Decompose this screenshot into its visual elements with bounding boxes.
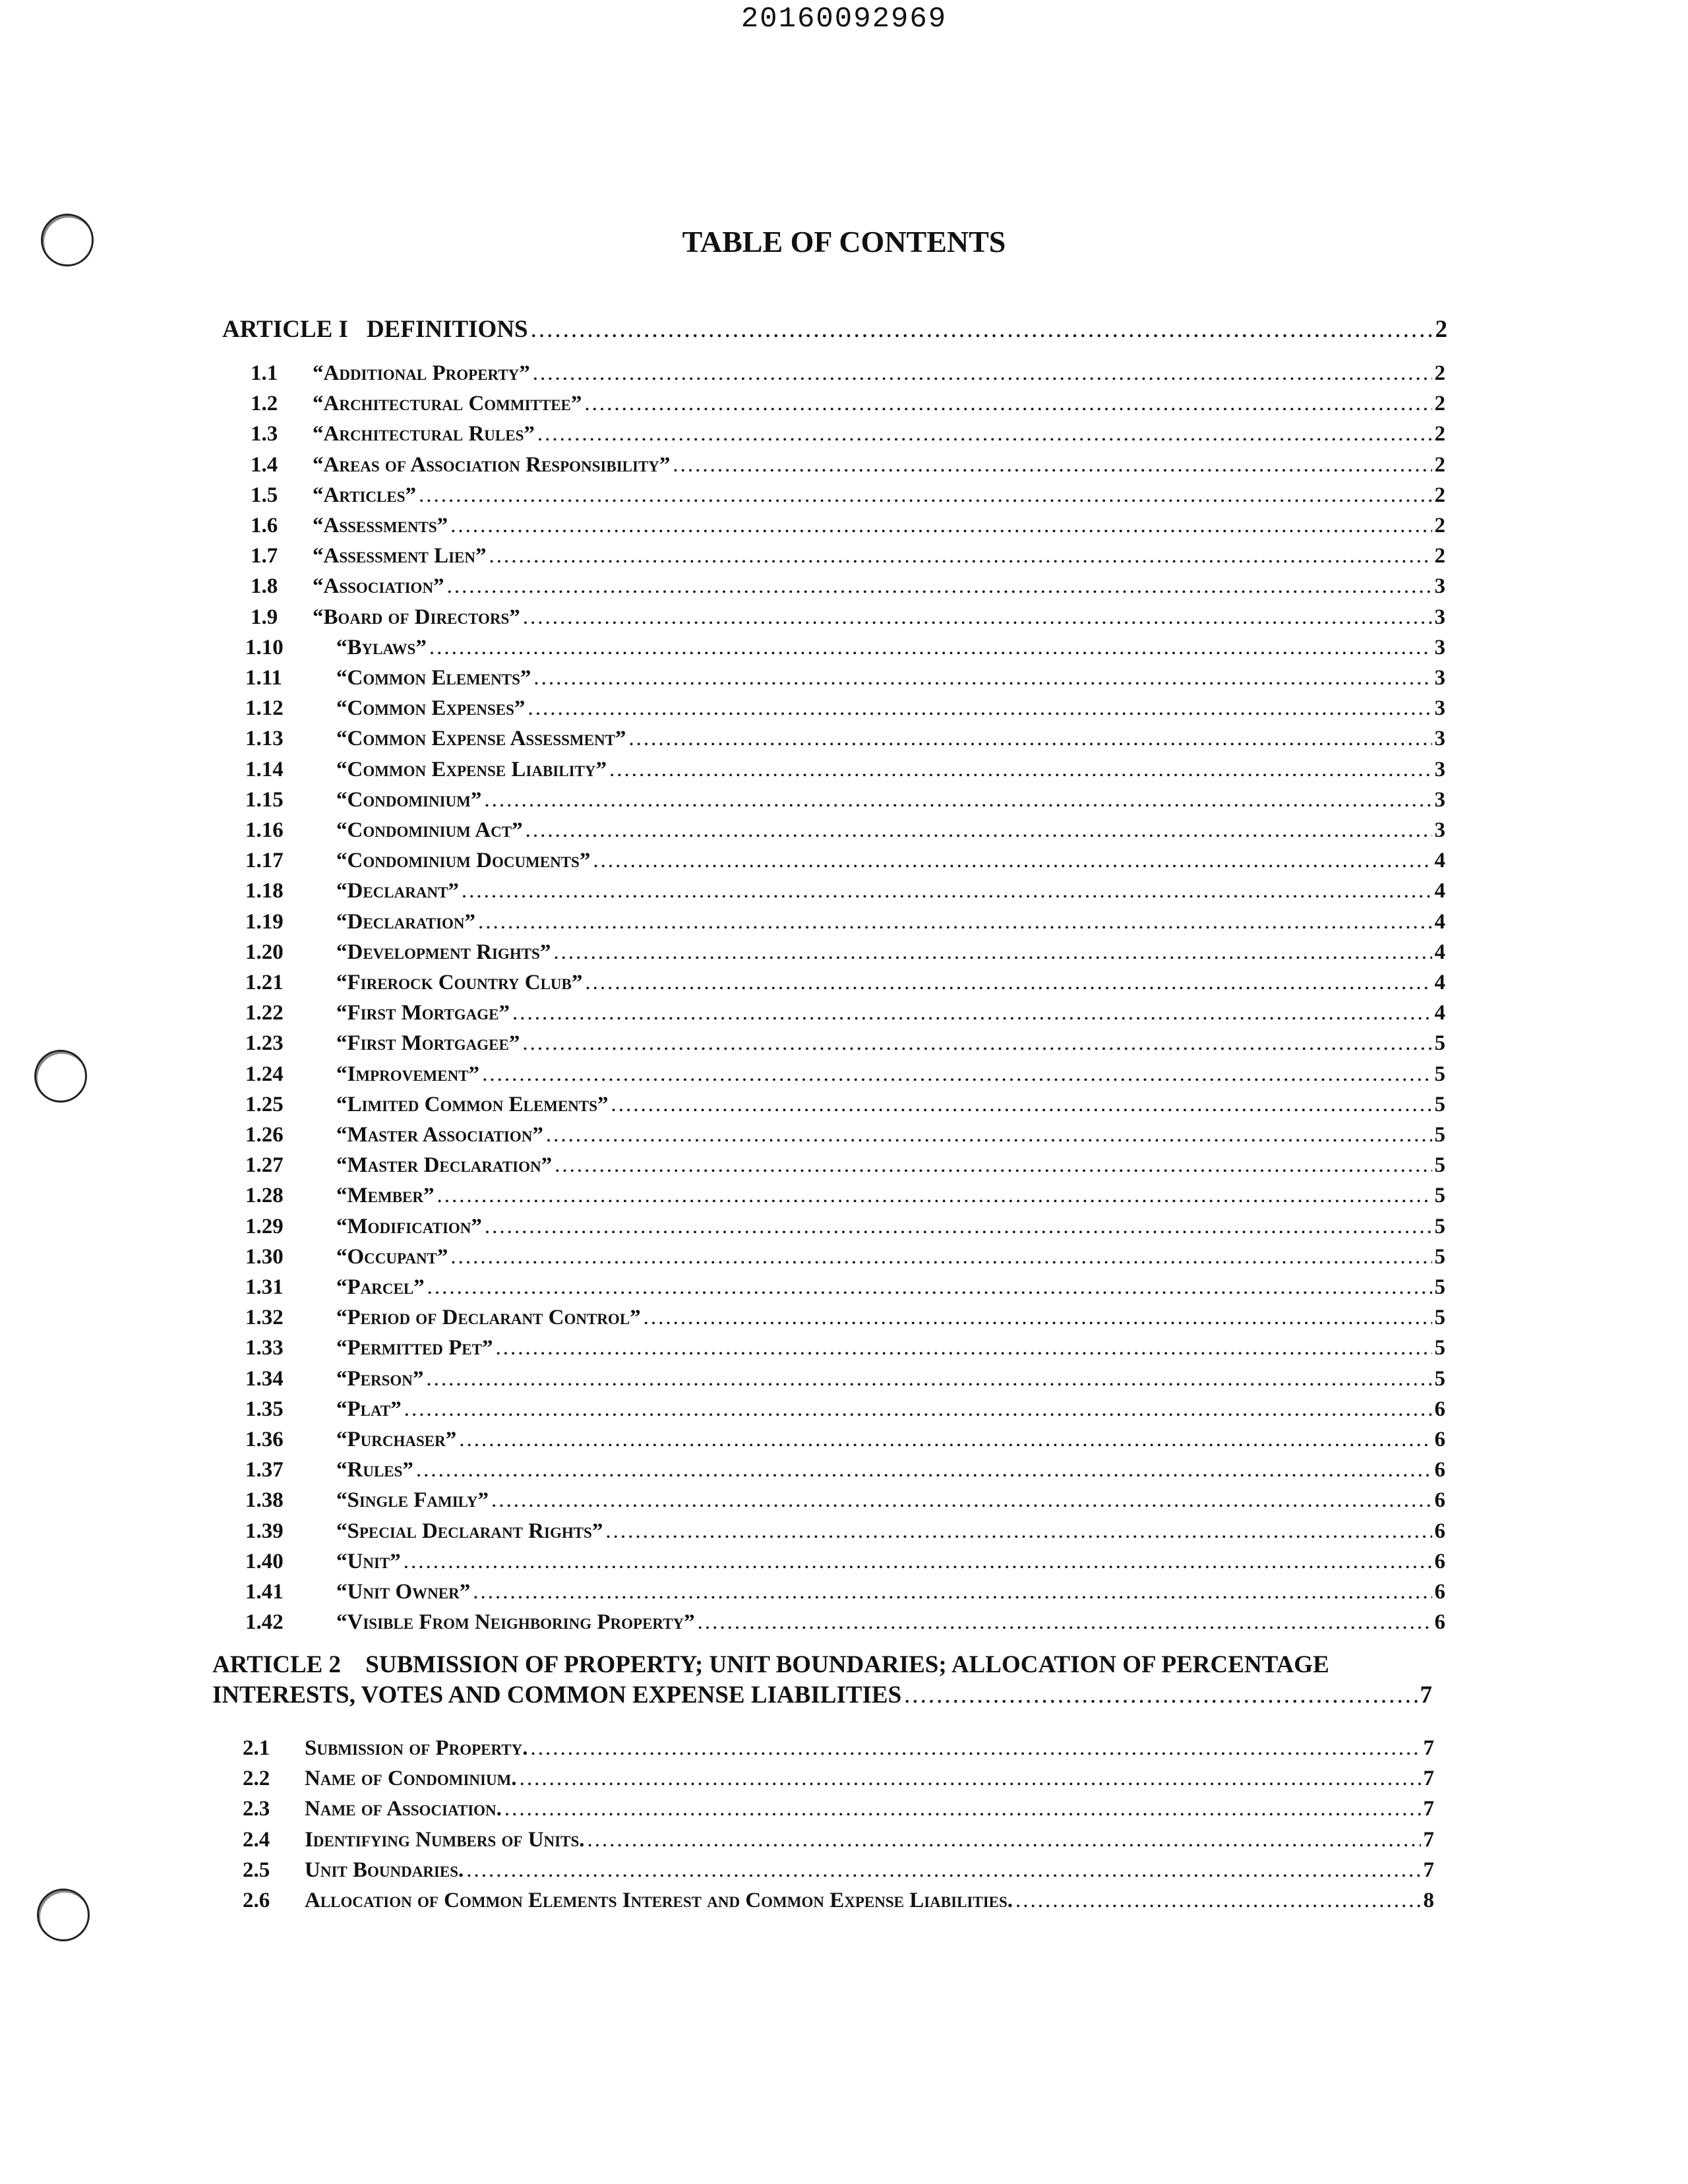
section-number: 1.30 (245, 1244, 284, 1269)
dot-leader (522, 1031, 1432, 1056)
section-title: Submission of Property. (305, 1736, 528, 1760)
section-title: “Rules” (336, 1458, 413, 1482)
toc-section-1-9[interactable] (251, 605, 1445, 630)
toc-section-1-16[interactable] (245, 818, 1445, 843)
section-number: 1.41 (245, 1580, 284, 1604)
toc-section-1-24[interactable] (245, 1062, 1445, 1087)
section-number: 1.31 (245, 1275, 284, 1299)
article-title-line1: SUBMISSION OF PROPERTY; UNIT BOUNDARIES; ALLOCATION OF PERCENTAGE (365, 1651, 1329, 1678)
toc-section-1-41[interactable] (245, 1580, 1445, 1604)
toc-section-1-19[interactable] (245, 910, 1445, 934)
binder-hole-bottom (37, 1889, 90, 1941)
section-title: “Bylaws” (336, 635, 427, 659)
section-title: “Parcel” (336, 1275, 425, 1299)
page-number: 2 (1434, 361, 1445, 385)
toc-section-1-31[interactable] (245, 1275, 1445, 1300)
toc-section-1-7[interactable] (251, 544, 1445, 568)
page-number: 6 (1434, 1488, 1445, 1513)
toc-section-1-34[interactable] (245, 1367, 1445, 1391)
dot-leader (531, 1736, 1421, 1761)
toc-section-1-40[interactable] (245, 1550, 1445, 1574)
section-number: 1.17 (245, 849, 284, 873)
page-number: 2 (1434, 514, 1445, 537)
toc-section-1-33[interactable] (245, 1336, 1445, 1360)
page-number: 6 (1434, 1458, 1445, 1482)
dot-leader (429, 636, 1432, 660)
dot-leader (531, 315, 1433, 344)
page-number: 7 (1423, 1858, 1434, 1882)
section-title: “Improvement” (336, 1062, 480, 1086)
dot-leader (404, 1397, 1432, 1422)
dot-leader (504, 1797, 1421, 1821)
section-number: 2.4 (243, 1827, 270, 1852)
section-title: “Unit Owner” (336, 1580, 471, 1604)
dot-leader (459, 1428, 1432, 1452)
page-number: 3 (1434, 818, 1445, 842)
toc-section-2-2[interactable] (243, 1767, 1434, 1791)
section-title: “Permitted Pet” (336, 1336, 493, 1360)
dot-leader (437, 1184, 1432, 1208)
toc-section-1-23[interactable] (245, 1031, 1445, 1056)
toc-section-2-1[interactable] (243, 1736, 1434, 1761)
dot-leader (537, 422, 1432, 446)
dot-leader (584, 392, 1432, 416)
section-number: 1.1 (251, 361, 278, 385)
dot-leader (450, 514, 1432, 538)
toc-section-2-5[interactable] (243, 1858, 1434, 1883)
toc-section-1-37[interactable] (245, 1458, 1445, 1482)
page-number: 2 (1435, 316, 1447, 343)
page-number: 4 (1434, 909, 1445, 934)
section-number: 1.25 (245, 1092, 284, 1116)
dot-leader (484, 788, 1432, 812)
toc-section-1-29[interactable] (245, 1215, 1445, 1239)
section-title: “Association” (313, 574, 444, 599)
page-number: 7 (1423, 1797, 1434, 1821)
toc-section-1-10[interactable] (245, 636, 1445, 660)
section-title: “Common Expense Liability” (336, 757, 607, 781)
toc-article-2-line2[interactable] (212, 1681, 1432, 1709)
page-number: 6 (1434, 1610, 1445, 1635)
section-title: “Condominium Documents” (336, 849, 591, 873)
dot-leader (555, 1153, 1432, 1178)
page-number: 2 (1434, 544, 1445, 568)
section-number: 1.35 (245, 1397, 284, 1421)
toc-section-1-6[interactable] (251, 514, 1445, 538)
article-number: ARTICLE 2 (212, 1651, 342, 1678)
page-number: 8 (1423, 1889, 1434, 1912)
page-number: 6 (1434, 1428, 1445, 1451)
section-title: “Common Expense Assessment” (336, 727, 626, 751)
dot-leader (605, 1519, 1432, 1544)
section-number: 2.3 (243, 1797, 270, 1821)
section-number: 1.11 (245, 666, 282, 690)
section-number: 1.38 (245, 1488, 284, 1513)
page-number: 7 (1423, 1827, 1434, 1852)
dot-leader (416, 1458, 1432, 1482)
section-number: 1.37 (245, 1458, 284, 1482)
toc-section-1-11[interactable] (245, 666, 1445, 690)
dot-leader (489, 544, 1432, 568)
toc-section-1-32[interactable] (245, 1306, 1445, 1330)
section-number: 1.10 (245, 635, 284, 659)
toc-section-1-8[interactable] (251, 574, 1445, 599)
section-title: “Visible From Neighboring Property” (336, 1610, 695, 1635)
section-number: 1.14 (245, 757, 284, 781)
page-number: 3 (1434, 666, 1445, 690)
toc-section-1-12[interactable] (245, 696, 1445, 721)
page-title: TABLE OF CONTENTS (682, 225, 1006, 258)
section-title: “Condominium Act” (336, 818, 523, 842)
section-title: “Board of Directors” (313, 605, 520, 629)
section-title: “Special Declarant Rights” (336, 1519, 603, 1543)
section-number: 1.36 (245, 1428, 284, 1451)
dot-leader (485, 1215, 1432, 1239)
dot-leader (426, 1367, 1432, 1391)
section-title: “Architectural Committee” (313, 392, 582, 416)
dot-leader (904, 1681, 1417, 1709)
section-number: 2.6 (243, 1889, 270, 1912)
page-number: 5 (1434, 1184, 1445, 1208)
toc-section-1-3[interactable] (251, 422, 1445, 446)
section-number: 1.33 (245, 1336, 284, 1360)
dot-leader (520, 1767, 1421, 1791)
page-number: 4 (1434, 940, 1445, 964)
dot-leader (611, 1093, 1432, 1117)
section-number: 1.21 (245, 971, 284, 994)
section-number: 1.4 (251, 452, 278, 477)
section-title: Unit Boundaries. (305, 1858, 464, 1882)
page-number: 4 (1434, 879, 1445, 903)
dot-leader (628, 727, 1432, 751)
section-number: 1.16 (245, 818, 284, 842)
binder-hole-middle (34, 1050, 87, 1103)
section-number: 1.27 (245, 1153, 284, 1178)
dot-leader (528, 696, 1432, 721)
page-number: 7 (1420, 1682, 1432, 1709)
section-title: “Master Declaration” (336, 1153, 553, 1178)
dot-leader (447, 574, 1432, 599)
section-title: “Modification” (336, 1214, 482, 1238)
section-number: 1.15 (245, 787, 284, 812)
page-number: 5 (1434, 1062, 1445, 1086)
toc-section-1-39[interactable] (245, 1519, 1445, 1544)
section-number: 1.29 (245, 1214, 284, 1238)
toc-article-1[interactable] (222, 315, 1447, 344)
dot-leader (588, 1828, 1421, 1852)
section-title: “First Mortgagee” (336, 1031, 520, 1056)
section-number: 2.5 (243, 1858, 270, 1882)
section-title: “Assessment Lien” (313, 544, 487, 568)
section-title: “Limited Common Elements” (336, 1092, 609, 1116)
section-title: “Common Expenses” (336, 696, 526, 721)
section-title: “Occupant” (336, 1244, 448, 1269)
section-title: Name of Condominium. (305, 1767, 517, 1791)
page-number: 7 (1423, 1767, 1434, 1791)
dot-leader (553, 940, 1432, 965)
section-title: Allocation of Common Elements Interest and Common Expense Liabilities. (305, 1889, 1013, 1912)
page-number: 5 (1434, 1153, 1445, 1178)
dot-leader (512, 1001, 1432, 1025)
article-title: DEFINITIONS (366, 316, 528, 343)
article-number: ARTICLE I (222, 316, 348, 343)
dot-leader (546, 1123, 1432, 1147)
section-title: “Common Elements” (336, 666, 531, 690)
section-title: “Areas of Association Responsibility” (313, 452, 671, 477)
section-number: 1.24 (245, 1062, 284, 1086)
page-number: 6 (1434, 1519, 1445, 1543)
section-number: 1.42 (245, 1610, 284, 1635)
section-number: 1.23 (245, 1031, 284, 1056)
section-number: 1.34 (245, 1366, 284, 1391)
toc-section-1-21[interactable] (245, 971, 1445, 995)
section-number: 1.2 (251, 392, 278, 416)
section-title: “Unit” (336, 1549, 401, 1573)
toc-section-1-42[interactable] (245, 1610, 1445, 1635)
page-number: 5 (1434, 1092, 1445, 1116)
page-number: 5 (1434, 1123, 1445, 1147)
section-title: “Single Family” (336, 1488, 489, 1513)
page-number: 3 (1434, 757, 1445, 781)
section-number: 1.20 (245, 940, 284, 964)
page-number: 2 (1434, 422, 1445, 446)
dot-leader (427, 1275, 1432, 1300)
section-number: 2.2 (243, 1767, 270, 1791)
page-number: 6 (1434, 1397, 1445, 1421)
page-number: 5 (1434, 1336, 1445, 1360)
page-number: 3 (1434, 635, 1445, 659)
dot-leader (466, 1858, 1420, 1883)
section-title: “Master Association” (336, 1123, 543, 1147)
page-number: 6 (1434, 1580, 1445, 1604)
section-title: Name of Association. (305, 1797, 502, 1821)
page-number: 4 (1434, 1001, 1445, 1025)
toc-section-1-5[interactable] (251, 483, 1445, 508)
dot-leader (533, 361, 1432, 386)
page-number: 4 (1434, 971, 1445, 994)
toc-section-2-3[interactable] (243, 1797, 1434, 1821)
section-number: 1.32 (245, 1306, 284, 1330)
dot-leader (478, 910, 1432, 934)
dot-leader (533, 666, 1432, 690)
toc-section-1-13[interactable] (245, 727, 1445, 751)
page-number: 2 (1434, 392, 1445, 416)
section-title: “Architectural Rules” (313, 422, 535, 446)
section-number: 1.3 (251, 422, 278, 446)
toc-section-1-26[interactable] (245, 1123, 1445, 1147)
dot-leader (1015, 1889, 1420, 1913)
toc-section-1-14[interactable] (245, 758, 1445, 782)
section-number: 1.6 (251, 514, 278, 537)
toc-section-1-15[interactable] (245, 788, 1445, 812)
dot-leader (593, 849, 1432, 873)
dot-leader (523, 605, 1432, 630)
section-number: 1.40 (245, 1549, 284, 1573)
toc-section-1-18[interactable] (245, 879, 1445, 903)
toc-section-1-36[interactable] (245, 1428, 1445, 1452)
toc-section-2-6[interactable] (243, 1889, 1434, 1913)
page-number: 5 (1434, 1214, 1445, 1238)
toc-section-1-20[interactable] (245, 940, 1445, 965)
dot-leader (482, 1062, 1432, 1087)
article-title-line2: INTERESTS, VOTES AND COMMON EXPENSE LIABILITIES (212, 1682, 902, 1709)
page-number: 5 (1434, 1031, 1445, 1056)
section-number: 1.9 (251, 605, 278, 629)
section-title: “Firerock Country Club” (336, 971, 583, 994)
page-number: 3 (1434, 574, 1445, 599)
dot-leader (462, 879, 1432, 903)
toc-section-1-27[interactable] (245, 1153, 1445, 1178)
page-number: 7 (1423, 1736, 1434, 1760)
section-number: 1.12 (245, 696, 284, 721)
page-number: 5 (1434, 1306, 1445, 1330)
toc-section-1-28[interactable] (245, 1184, 1445, 1208)
section-number: 1.18 (245, 879, 284, 903)
section-number: 2.1 (243, 1736, 270, 1760)
page-number: 3 (1434, 727, 1445, 751)
document-number: 20160092969 (740, 3, 948, 36)
toc-section-1-4[interactable] (251, 453, 1445, 477)
section-title: “Articles” (313, 483, 417, 507)
toc-section-2-4[interactable] (243, 1828, 1434, 1852)
section-title: “Person” (336, 1366, 424, 1391)
section-title: Identifying Numbers of Units. (305, 1827, 585, 1852)
dot-leader (609, 758, 1432, 782)
section-title: “Assessments” (313, 514, 448, 537)
page-number: 2 (1434, 483, 1445, 507)
dot-leader (585, 971, 1432, 995)
toc-section-1-17[interactable] (245, 849, 1445, 873)
dot-leader (419, 483, 1432, 508)
dot-leader (526, 818, 1432, 843)
page-number: 3 (1434, 605, 1445, 629)
dot-leader (404, 1550, 1432, 1574)
toc-section-1-30[interactable] (245, 1245, 1445, 1269)
toc-section-1-25[interactable] (245, 1093, 1445, 1117)
page-number: 3 (1434, 787, 1445, 812)
section-title: “Development Rights” (336, 940, 551, 964)
dot-leader (450, 1245, 1432, 1269)
section-number: 1.8 (251, 574, 278, 599)
page-number: 6 (1434, 1549, 1445, 1573)
dot-leader (673, 453, 1432, 477)
section-title: “Purchaser” (336, 1428, 457, 1451)
section-title: “Condominium” (336, 787, 482, 812)
section-title: “Period of Declarant Control” (336, 1306, 641, 1330)
toc-section-1-2[interactable] (251, 392, 1445, 416)
page-number: 3 (1434, 696, 1445, 721)
section-number: 1.26 (245, 1123, 284, 1147)
section-number: 1.28 (245, 1184, 284, 1208)
section-number: 1.22 (245, 1001, 284, 1025)
page-number: 4 (1434, 849, 1445, 873)
dot-leader (491, 1488, 1432, 1513)
section-title: “Plat” (336, 1397, 402, 1421)
toc-section-1-35[interactable] (245, 1397, 1445, 1422)
dot-leader (473, 1580, 1432, 1604)
dot-leader (698, 1610, 1432, 1635)
section-title: “Declaration” (336, 909, 476, 934)
toc-section-1-1[interactable] (251, 361, 1445, 386)
section-number: 1.19 (245, 909, 284, 934)
section-title: “First Mortgage” (336, 1001, 510, 1025)
section-title: “Declarant” (336, 879, 459, 903)
section-number: 1.39 (245, 1519, 284, 1543)
page-number: 2 (1434, 452, 1445, 477)
section-title: “Additional Property” (313, 361, 530, 385)
section-number: 1.7 (251, 544, 278, 568)
section-number: 1.5 (251, 483, 278, 507)
section-number: 1.13 (245, 727, 284, 751)
section-title: “Member” (336, 1184, 435, 1208)
toc-article-2-line1[interactable] (212, 1651, 1432, 1679)
page-number: 5 (1434, 1366, 1445, 1391)
dot-leader (644, 1306, 1432, 1330)
page-number: 5 (1434, 1275, 1445, 1299)
dot-leader (496, 1336, 1432, 1360)
page-number: 5 (1434, 1244, 1445, 1269)
toc-section-1-22[interactable] (245, 1001, 1445, 1025)
toc-section-1-38[interactable] (245, 1488, 1445, 1513)
